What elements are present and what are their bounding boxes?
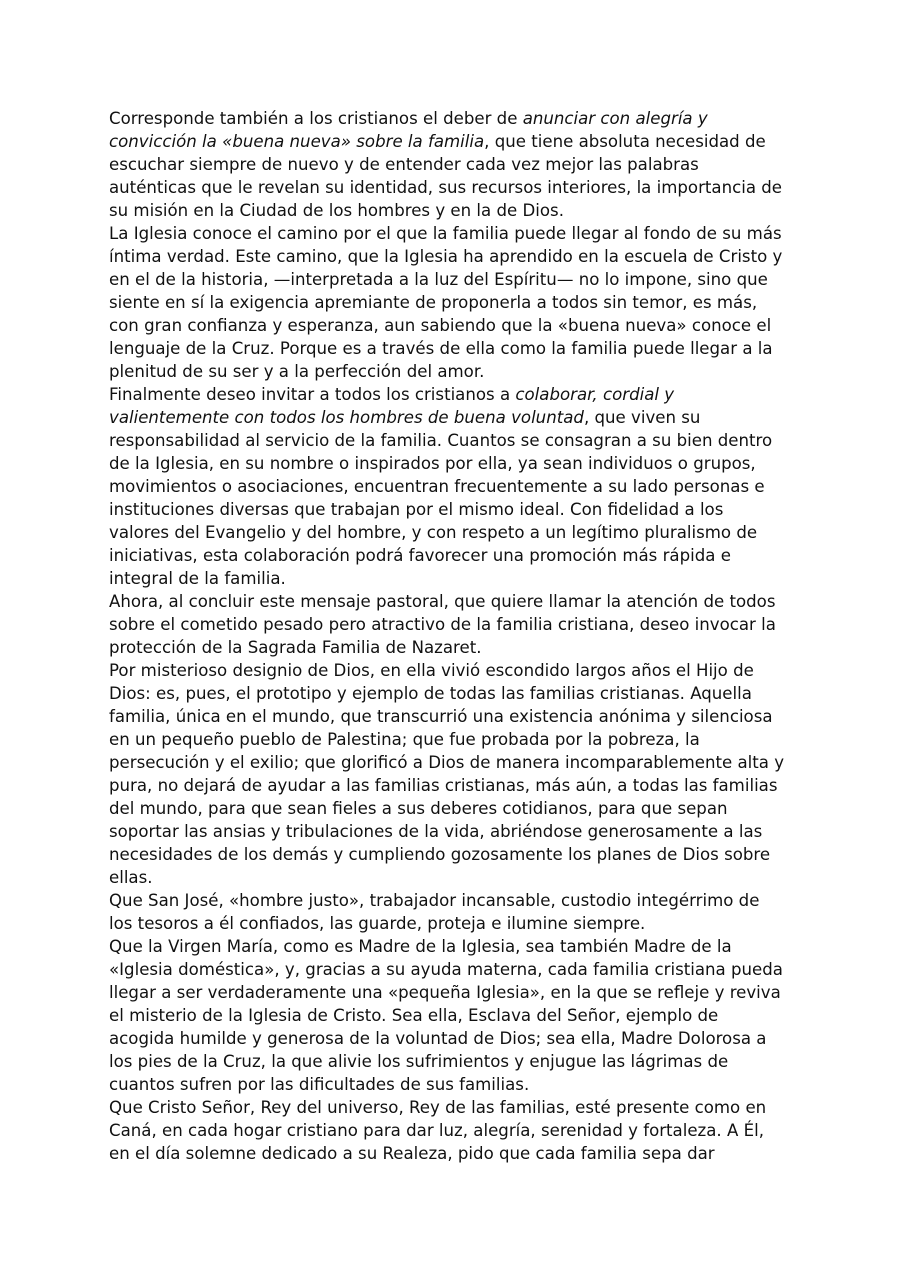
text-line: [109, 590, 799, 613]
text-segment: necesidades de los demás y cumpliendo gozosamente los planes de Dios sobre: [109, 845, 771, 864]
text-line: [109, 107, 799, 130]
text-segment: lenguaje de la Cruz. Porque es a través de ella como la familia puede llegar a la: [109, 339, 773, 358]
text-line: [109, 889, 799, 912]
text-segment: Dios: es, pues, el prototipo y ejemplo de todas las familias cristianas. Aquella: [109, 684, 752, 703]
text-line: [109, 544, 799, 567]
text-segment: Caná, en cada hogar cristiano para dar luz, alegría, serenidad y fortaleza. A Él,: [109, 1121, 764, 1140]
text-line: [109, 1142, 799, 1165]
text-line: [109, 406, 799, 429]
text-segment: en el día solemne dedicado a su Realeza, pido que cada familia sepa dar: [109, 1144, 715, 1163]
italic-text-segment: anunciar con alegría y: [522, 109, 708, 128]
text-line: [109, 705, 799, 728]
text-line: [109, 820, 799, 843]
text-segment: auténticas que le revelan su identidad, sus recursos interiores, la importancia de: [109, 178, 783, 197]
text-line: [109, 130, 799, 153]
text-segment: , que viven su: [583, 408, 701, 427]
text-segment: «Iglesia doméstica», y, gracias a su ayuda materna, cada familia cristiana pueda: [109, 960, 783, 979]
text-line: [109, 774, 799, 797]
text-line: [109, 291, 799, 314]
text-line: [109, 222, 799, 245]
italic-text-segment: valientemente con todos los hombres de buena voluntad: [109, 408, 584, 427]
text-line: [109, 314, 799, 337]
text-segment: soportar las ansias y tribulaciones de la vida, abriéndose generosamente a las: [109, 822, 763, 841]
text-line: [109, 797, 799, 820]
text-segment: su misión en la Ciudad de los hombres y en la de Dios.: [109, 201, 564, 220]
text-line: [109, 1050, 799, 1073]
text-line: [109, 1073, 799, 1096]
text-line: [109, 360, 799, 383]
text-line: [109, 1096, 799, 1119]
text-segment: Por misterioso designio de Dios, en ella vivió escondido largos años el Hijo de: [109, 661, 754, 680]
text-line: [109, 567, 799, 590]
body-text: [109, 107, 799, 1165]
text-line: [109, 912, 799, 935]
text-line: [109, 452, 799, 475]
text-segment: íntima verdad. Este camino, que la Iglesia ha aprendido en la escuela de Cristo y: [109, 247, 783, 266]
text-line: [109, 935, 799, 958]
text-segment: plenitud de su ser y a la perfección del amor.: [109, 362, 485, 381]
text-segment: de la Iglesia, en su nombre o inspirados por ella, ya sean individuos o grupos,: [109, 454, 756, 473]
text-line: [109, 383, 799, 406]
text-segment: con gran confianza y esperanza, aun sabiendo que la «buena nueva» conoce el: [109, 316, 772, 335]
text-segment: sobre el cometido pesado pero atractivo de la familia cristiana, deseo invocar la: [109, 615, 776, 634]
text-segment: valores del Evangelio y del hombre, y con respeto a un legítimo pluralismo de: [109, 523, 758, 542]
text-line: [109, 176, 799, 199]
text-line: [109, 613, 799, 636]
text-line: [109, 958, 799, 981]
text-line: [109, 659, 799, 682]
text-line: [109, 866, 799, 889]
text-segment: Ahora, al concluir este mensaje pastoral, que quiere llamar la atención de todos: [109, 592, 776, 611]
text-segment: La Iglesia conoce el camino por el que la familia puede llegar al fondo de su más: [109, 224, 782, 243]
text-line: [109, 498, 799, 521]
text-segment: siente en sí la exigencia apremiante de proponerla a todos sin temor, es más,: [109, 293, 758, 312]
text-segment: , que tiene absoluta necesidad de: [484, 132, 766, 151]
text-segment: del mundo, para que sean fieles a sus deberes cotidianos, para que sepan: [109, 799, 728, 818]
text-segment: los pies de la Cruz, la que alivie los sufrimientos y enjugue las lágrimas de: [109, 1052, 729, 1071]
text-line: [109, 728, 799, 751]
text-segment: pura, no dejará de ayudar a las familias cristianas, más aún, a todas las familias: [109, 776, 778, 795]
italic-text-segment: colaborar, cordial y: [515, 385, 675, 404]
text-line: [109, 1027, 799, 1050]
text-segment: ellas.: [109, 868, 153, 887]
text-segment: Finalmente deseo invitar a todos los cristianos a: [109, 385, 516, 404]
text-line: [109, 1004, 799, 1027]
text-line: [109, 521, 799, 544]
text-line: [109, 636, 799, 659]
text-segment: los tesoros a él confiados, las guarde, proteja e ilumine siempre.: [109, 914, 646, 933]
text-segment: escuchar siempre de nuevo y de entender cada vez mejor las palabras: [109, 155, 699, 174]
text-segment: Que San José, «hombre justo», trabajador incansable, custodio integérrimo de: [109, 891, 760, 910]
text-segment: iniciativas, esta colaboración podrá favorecer una promoción más rápida e: [109, 546, 731, 565]
text-segment: Que Cristo Señor, Rey del universo, Rey de las familias, esté presente como en: [109, 1098, 767, 1117]
text-segment: protección de la Sagrada Familia de Nazaret.: [109, 638, 482, 657]
text-line: [109, 337, 799, 360]
text-segment: llegar a ser verdaderamente una «pequeña Iglesia», en la que se refleje y reviva: [109, 983, 781, 1002]
text-segment: movimientos o asociaciones, encuentran frecuentemente a su lado personas e: [109, 477, 765, 496]
text-line: [109, 245, 799, 268]
text-segment: acogida humilde y generosa de la voluntad de Dios; sea ella, Madre Dolorosa a: [109, 1029, 767, 1048]
text-segment: Corresponde también a los cristianos el deber de: [109, 109, 523, 128]
text-line: [109, 153, 799, 176]
text-segment: familia, única en el mundo, que transcurrió una existencia anónima y silenciosa: [109, 707, 773, 726]
text-line: [109, 429, 799, 452]
text-segment: en el de la historia, —interpretada a la luz del Espíritu— no lo impone, sino que: [109, 270, 768, 289]
text-segment: Que la Virgen María, como es Madre de la Iglesia, sea también Madre de la: [109, 937, 732, 956]
text-segment: integral de la familia.: [109, 569, 286, 588]
text-line: [109, 268, 799, 291]
text-segment: persecución y el exilio; que glorificó a Dios de manera incomparablemente alta y: [109, 753, 785, 772]
text-line: [109, 981, 799, 1004]
text-segment: cuantos sufren por las dificultades de sus familias.: [109, 1075, 530, 1094]
text-line: [109, 843, 799, 866]
text-line: [109, 751, 799, 774]
text-segment: instituciones diversas que trabajan por el mismo ideal. Con fidelidad a los: [109, 500, 724, 519]
text-segment: en un pequeño pueblo de Palestina; que fue probada por la pobreza, la: [109, 730, 700, 749]
text-line: [109, 475, 799, 498]
text-line: [109, 682, 799, 705]
text-line: [109, 1119, 799, 1142]
text-segment: responsabilidad al servicio de la familia. Cuantos se consagran a su bien dentro: [109, 431, 773, 450]
italic-text-segment: convicción la «buena nueva» sobre la familia: [109, 132, 485, 151]
text-segment: el misterio de la Iglesia de Cristo. Sea ella, Esclava del Señor, ejemplo de: [109, 1006, 719, 1025]
text-line: [109, 199, 799, 222]
